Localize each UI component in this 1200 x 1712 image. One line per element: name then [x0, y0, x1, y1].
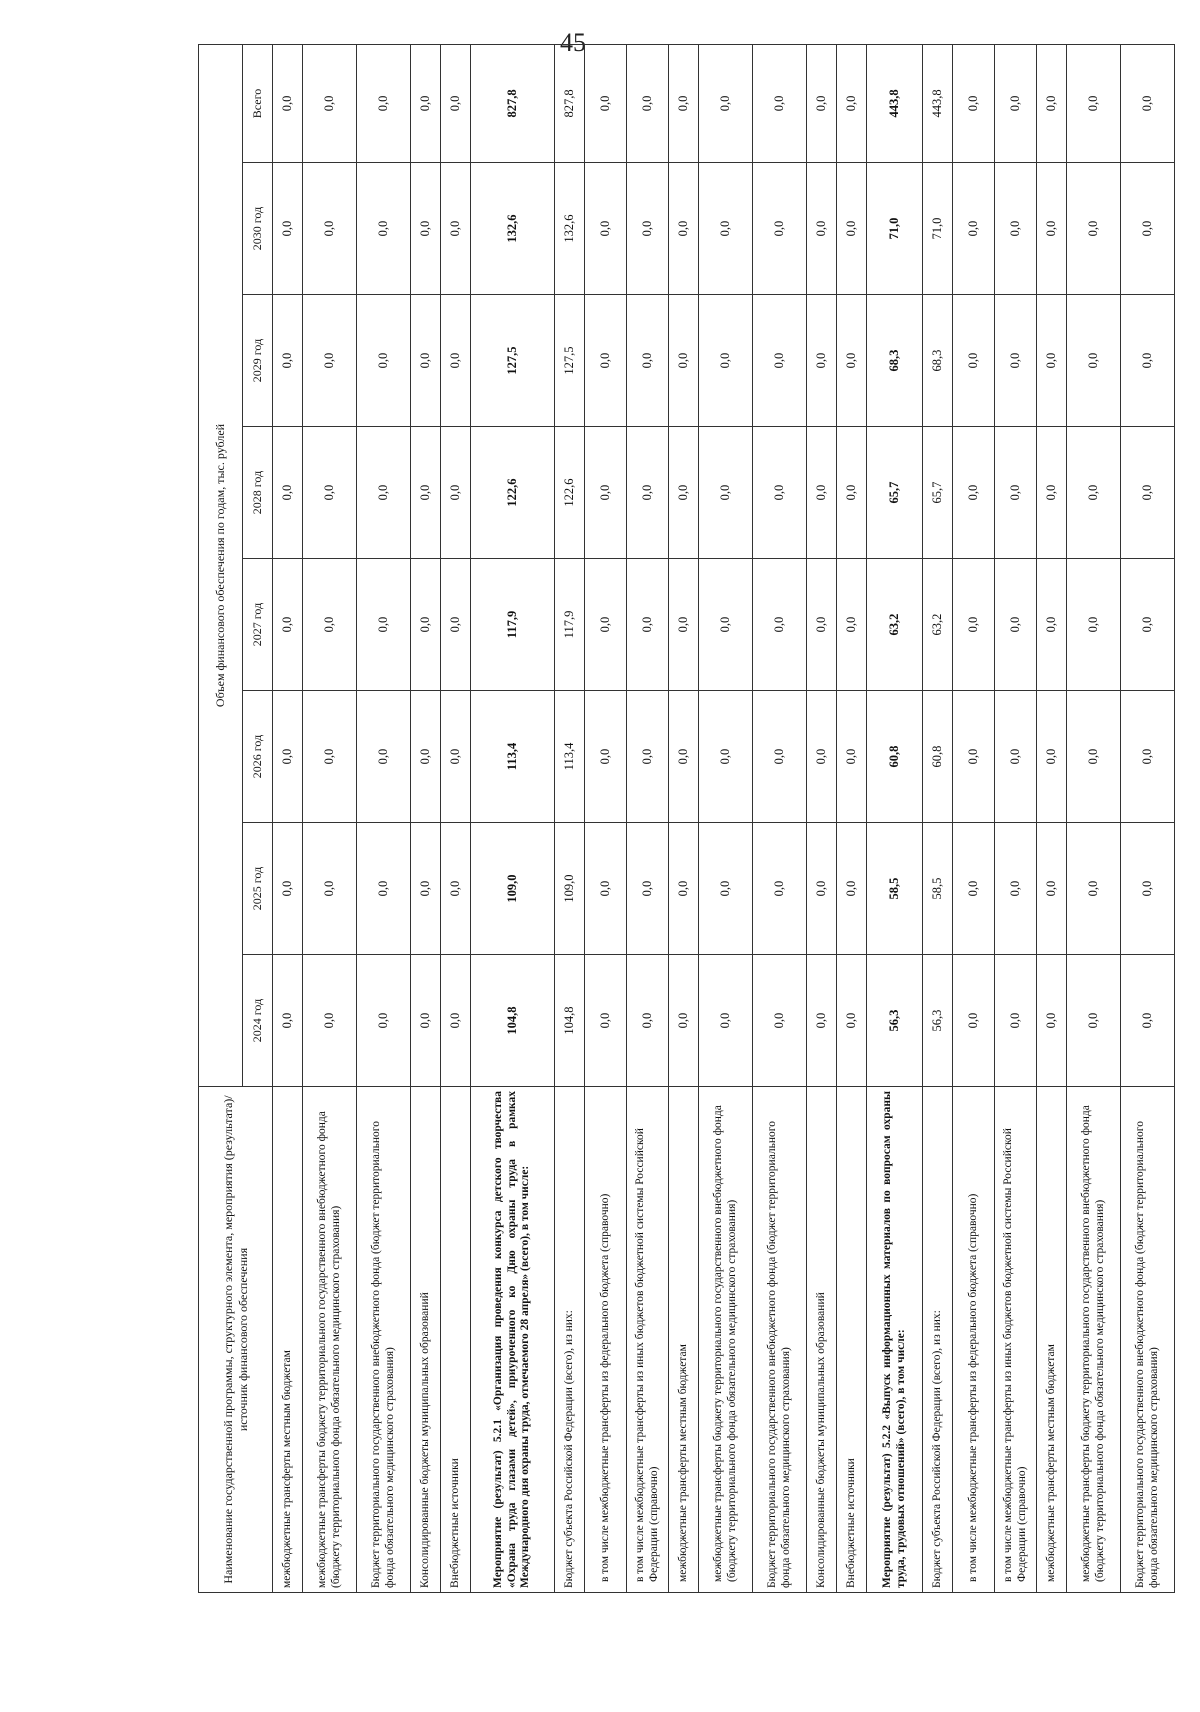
row-value: 0,0 [627, 691, 669, 823]
row-value: 0,0 [585, 295, 627, 427]
row-value: 0,0 [357, 295, 411, 427]
row-value: 0,0 [807, 44, 837, 162]
row-value: 0,0 [953, 44, 995, 162]
row-value: 0,0 [699, 295, 753, 427]
row-name: Бюджет субъекта Российской Федерации (всего), из них: [923, 1087, 953, 1593]
row-value: 0,0 [837, 163, 867, 295]
table-row [699, 44, 753, 1592]
row-value: 0,0 [1121, 955, 1175, 1087]
row-value: 0,0 [1037, 691, 1067, 823]
row-value: 58,5 [923, 823, 953, 955]
row-value: 0,0 [357, 427, 411, 559]
row-value: 68,3 [923, 295, 953, 427]
row-value: 0,0 [995, 427, 1037, 559]
table-row [1067, 44, 1121, 1592]
row-value: 0,0 [411, 559, 441, 691]
row-value: 0,0 [585, 955, 627, 1087]
row-value: 0,0 [273, 691, 303, 823]
row-value: 0,0 [273, 163, 303, 295]
row-value: 0,0 [411, 44, 441, 162]
row-value: 0,0 [303, 163, 357, 295]
row-value: 0,0 [441, 427, 471, 559]
row-value: 0,0 [807, 295, 837, 427]
row-value: 0,0 [953, 163, 995, 295]
row-value: 0,0 [953, 559, 995, 691]
row-value: 0,0 [953, 295, 995, 427]
row-value: 0,0 [995, 163, 1037, 295]
row-value: 0,0 [303, 823, 357, 955]
row-value: 0,0 [699, 955, 753, 1087]
row-value: 117,9 [555, 559, 585, 691]
row-value: 0,0 [411, 691, 441, 823]
row-value: 0,0 [1121, 44, 1175, 162]
row-value: 0,0 [1037, 955, 1067, 1087]
row-value: 0,0 [995, 559, 1037, 691]
row-value: 0,0 [699, 163, 753, 295]
row-value: 0,0 [411, 295, 441, 427]
row-value: 0,0 [273, 823, 303, 955]
page-number: 45 [560, 28, 586, 57]
header-year-4: 2028 год [243, 427, 273, 559]
row-name: Мероприятие (результат) 5.2.2 «Выпуск информационных материалов по вопросам охраны труда, трудовых отношений» (всего), в том числе: [867, 1087, 923, 1593]
row-value: 132,6 [471, 163, 555, 295]
row-name: межбюджетные трансферты бюджету территориального государственного внебюджетного фонда (бюджету территориального фонда обязательного медицинского страхования) [1067, 1087, 1121, 1593]
row-value: 0,0 [1121, 427, 1175, 559]
table-row [807, 44, 837, 1592]
row-value: 0,0 [1121, 295, 1175, 427]
row-value: 58,5 [867, 823, 923, 955]
row-value: 0,0 [995, 295, 1037, 427]
row-value: 0,0 [441, 559, 471, 691]
row-name: Мероприятие (результат) 5.2.1 «Организация проведения конкурса детского творчества «Охрана труда глазами детей», приуроченного ко Дню охраны труда в рамках Международного дня охраны труда, отмечаемого 28 апреля» (всего), в том числе: [471, 1087, 555, 1593]
table-row [555, 44, 585, 1592]
row-value: 0,0 [357, 955, 411, 1087]
row-name: межбюджетные трансферты бюджету территориального государственного внебюджетного фонда (бюджету территориального фонда обязательного медицинского страхования) [303, 1087, 357, 1593]
row-value: 0,0 [1037, 823, 1067, 955]
row-value: 0,0 [995, 823, 1037, 955]
row-value: 60,8 [923, 691, 953, 823]
row-value: 0,0 [627, 44, 669, 162]
row-name: Бюджет субъекта Российской Федерации (всего), из них: [555, 1087, 585, 1593]
row-value: 0,0 [627, 427, 669, 559]
header-financing-group: Объем финансового обеспечения по годам, тыс. рублей [199, 44, 243, 1086]
header-year-6: 2030 год [243, 163, 273, 295]
row-value: 0,0 [995, 691, 1037, 823]
row-value: 0,0 [753, 44, 807, 162]
row-value: 0,0 [699, 427, 753, 559]
row-value: 0,0 [753, 823, 807, 955]
row-value: 0,0 [441, 44, 471, 162]
table-row [273, 44, 303, 1592]
row-value: 0,0 [411, 955, 441, 1087]
table-row [471, 44, 555, 1592]
header-year-0: 2024 год [243, 955, 273, 1087]
row-value: 0,0 [441, 691, 471, 823]
row-value: 0,0 [669, 823, 699, 955]
header-year-3: 2027 год [243, 559, 273, 691]
row-name: межбюджетные трансферты местным бюджетам [1037, 1087, 1067, 1593]
row-value: 0,0 [411, 427, 441, 559]
row-value: 63,2 [923, 559, 953, 691]
row-name: Бюджет территориального государственного внебюджетного фонда (бюджет территориального фонда обязательного медицинского страхования) [753, 1087, 807, 1593]
row-value: 0,0 [627, 163, 669, 295]
row-value: 0,0 [807, 163, 837, 295]
rotated-table-container [198, 88, 1160, 1593]
row-value: 0,0 [837, 691, 867, 823]
row-value: 0,0 [273, 295, 303, 427]
row-value: 109,0 [471, 823, 555, 955]
row-value: 0,0 [669, 559, 699, 691]
row-value: 0,0 [303, 295, 357, 427]
row-value: 0,0 [807, 559, 837, 691]
row-name: в том числе межбюджетные трансферты из федерального бюджета (справочно) [953, 1087, 995, 1593]
row-value: 0,0 [1121, 163, 1175, 295]
table-row [837, 44, 867, 1592]
table-row [953, 44, 995, 1592]
row-value: 65,7 [923, 427, 953, 559]
row-value: 0,0 [837, 295, 867, 427]
row-value: 0,0 [753, 955, 807, 1087]
row-value: 0,0 [1037, 295, 1067, 427]
row-value: 0,0 [357, 163, 411, 295]
row-value: 0,0 [627, 559, 669, 691]
row-value: 0,0 [1067, 44, 1121, 162]
row-value: 0,0 [953, 823, 995, 955]
table-row [303, 44, 357, 1592]
row-value: 0,0 [1121, 823, 1175, 955]
row-value: 0,0 [699, 44, 753, 162]
row-name: Бюджет территориального государственного внебюджетного фонда (бюджет территориального фонда обязательного медицинского страхования) [1121, 1087, 1175, 1593]
row-value: 60,8 [867, 691, 923, 823]
header-year-1: 2025 год [243, 823, 273, 955]
row-value: 0,0 [699, 691, 753, 823]
row-name: Внебюджетные источники [837, 1087, 867, 1593]
row-value: 0,0 [585, 427, 627, 559]
row-value: 0,0 [953, 955, 995, 1087]
row-value: 0,0 [699, 823, 753, 955]
table-row [753, 44, 807, 1592]
table-row [1037, 44, 1067, 1592]
table-row [923, 44, 953, 1592]
row-name: Внебюджетные источники [441, 1087, 471, 1593]
row-name: Консолидированные бюджеты муниципальных образований [807, 1087, 837, 1593]
header-year-2: 2026 год [243, 691, 273, 823]
row-value: 0,0 [1037, 559, 1067, 691]
row-value: 122,6 [555, 427, 585, 559]
table-row [867, 44, 923, 1592]
row-value: 127,5 [471, 295, 555, 427]
row-value: 0,0 [1037, 163, 1067, 295]
row-value: 0,0 [1067, 295, 1121, 427]
row-value: 0,0 [953, 691, 995, 823]
row-value: 0,0 [357, 559, 411, 691]
row-value: 0,0 [669, 427, 699, 559]
row-value: 122,6 [471, 427, 555, 559]
row-value: 65,7 [867, 427, 923, 559]
row-name: в том числе межбюджетные трансферты из федерального бюджета (справочно) [585, 1087, 627, 1593]
row-value: 0,0 [441, 163, 471, 295]
row-value: 0,0 [585, 691, 627, 823]
row-value: 0,0 [627, 955, 669, 1087]
row-value: 0,0 [441, 955, 471, 1087]
row-value: 63,2 [867, 559, 923, 691]
row-name: Консолидированные бюджеты муниципальных образований [411, 1087, 441, 1593]
row-value: 0,0 [953, 427, 995, 559]
row-value: 827,8 [471, 44, 555, 162]
row-value: 0,0 [669, 955, 699, 1087]
row-value: 0,0 [669, 691, 699, 823]
row-value: 0,0 [1037, 44, 1067, 162]
row-value: 0,0 [995, 955, 1037, 1087]
row-value: 71,0 [923, 163, 953, 295]
row-value: 0,0 [807, 955, 837, 1087]
header-name: Наименование государственной программы, структурного элемента, мероприятия (результата)/источник финансового обеспечения [199, 1087, 273, 1593]
row-value: 0,0 [837, 559, 867, 691]
row-value: 443,8 [923, 44, 953, 162]
row-value: 0,0 [807, 427, 837, 559]
header-row-group [199, 44, 243, 1592]
table-row [585, 44, 627, 1592]
row-value: 0,0 [1121, 559, 1175, 691]
row-value: 0,0 [1067, 823, 1121, 955]
row-value: 0,0 [669, 295, 699, 427]
row-value: 0,0 [441, 295, 471, 427]
row-value: 0,0 [273, 427, 303, 559]
row-name: в том числе межбюджетные трансферты из иных бюджетов бюджетной системы Российской Федерации (справочно) [995, 1087, 1037, 1593]
row-value: 0,0 [669, 44, 699, 162]
row-name: межбюджетные трансферты бюджету территориального государственного внебюджетного фонда (бюджету территориального фонда обязательного медицинского страхования) [699, 1087, 753, 1593]
row-value: 0,0 [995, 44, 1037, 162]
row-value: 0,0 [303, 427, 357, 559]
row-name: в том числе межбюджетные трансферты из иных бюджетов бюджетной системы Российской Федерации (справочно) [627, 1087, 669, 1593]
row-value: 0,0 [303, 955, 357, 1087]
table-row [357, 44, 411, 1592]
row-value: 443,8 [867, 44, 923, 162]
row-name: Бюджет территориального государственного внебюджетного фонда (бюджет территориального фонда обязательного медицинского страхования) [357, 1087, 411, 1593]
row-value: 0,0 [411, 823, 441, 955]
table-row [411, 44, 441, 1592]
row-value: 104,8 [555, 955, 585, 1087]
row-value: 0,0 [303, 691, 357, 823]
table-row [669, 44, 699, 1592]
row-value: 0,0 [837, 955, 867, 1087]
table-row [441, 44, 471, 1592]
row-value: 827,8 [555, 44, 585, 162]
row-value: 0,0 [699, 559, 753, 691]
row-value: 117,9 [471, 559, 555, 691]
row-name: межбюджетные трансферты местным бюджетам [273, 1087, 303, 1593]
row-value: 0,0 [753, 427, 807, 559]
table-body [273, 44, 1175, 1592]
row-value: 113,4 [555, 691, 585, 823]
row-value: 0,0 [357, 691, 411, 823]
table-row [995, 44, 1037, 1592]
row-value: 113,4 [471, 691, 555, 823]
row-value: 127,5 [555, 295, 585, 427]
row-value: 0,0 [627, 295, 669, 427]
row-value: 68,3 [867, 295, 923, 427]
row-value: 0,0 [837, 427, 867, 559]
row-value: 0,0 [1037, 427, 1067, 559]
financing-table [198, 44, 1175, 1593]
row-value: 0,0 [1121, 691, 1175, 823]
row-value: 0,0 [807, 691, 837, 823]
row-value: 0,0 [1067, 163, 1121, 295]
row-value: 0,0 [669, 163, 699, 295]
row-value: 56,3 [867, 955, 923, 1087]
row-value: 0,0 [303, 44, 357, 162]
row-value: 132,6 [555, 163, 585, 295]
row-value: 109,0 [555, 823, 585, 955]
header-year-5: 2029 год [243, 295, 273, 427]
row-value: 0,0 [837, 44, 867, 162]
row-value: 0,0 [273, 44, 303, 162]
row-value: 0,0 [837, 823, 867, 955]
row-value: 0,0 [303, 559, 357, 691]
row-value: 0,0 [273, 955, 303, 1087]
row-value: 0,0 [441, 823, 471, 955]
row-value: 71,0 [867, 163, 923, 295]
row-value: 0,0 [1067, 427, 1121, 559]
row-value: 0,0 [585, 163, 627, 295]
row-value: 0,0 [273, 559, 303, 691]
table-row [1121, 44, 1175, 1592]
row-value: 0,0 [753, 559, 807, 691]
table-row [627, 44, 669, 1592]
row-value: 0,0 [411, 163, 441, 295]
row-name: межбюджетные трансферты местным бюджетам [669, 1087, 699, 1593]
row-value: 0,0 [753, 295, 807, 427]
row-value: 0,0 [585, 44, 627, 162]
row-value: 0,0 [807, 823, 837, 955]
row-value: 0,0 [1067, 691, 1121, 823]
row-value: 0,0 [585, 559, 627, 691]
row-value: 0,0 [357, 44, 411, 162]
row-value: 0,0 [753, 163, 807, 295]
row-value: 0,0 [357, 823, 411, 955]
row-value: 0,0 [627, 823, 669, 955]
row-value: 0,0 [1067, 955, 1121, 1087]
header-year-7: Всего [243, 44, 273, 162]
row-value: 56,3 [923, 955, 953, 1087]
row-value: 0,0 [585, 823, 627, 955]
row-value: 104,8 [471, 955, 555, 1087]
row-value: 0,0 [753, 691, 807, 823]
row-value: 0,0 [1067, 559, 1121, 691]
